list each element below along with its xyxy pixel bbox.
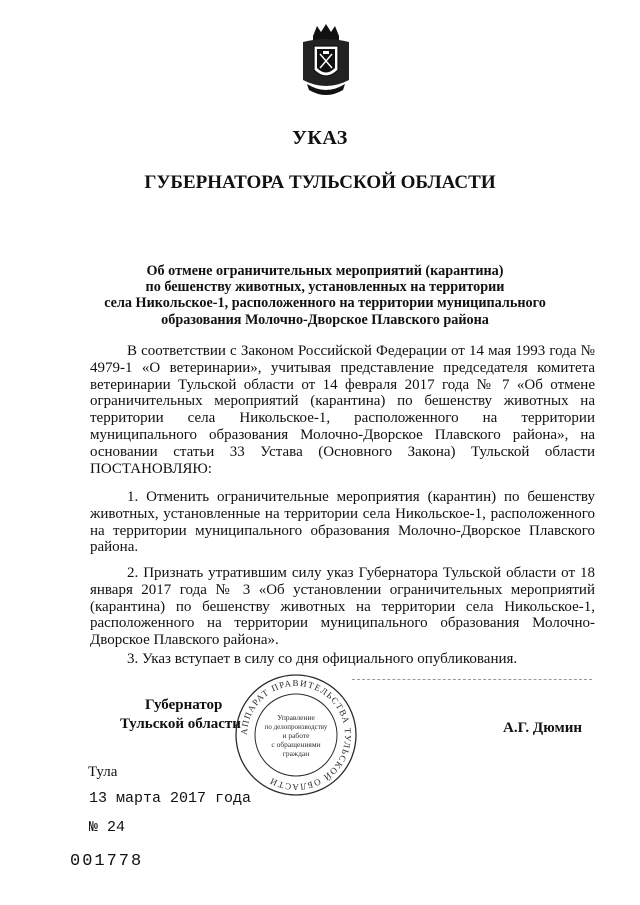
- issue-date: 13 марта 2017 года: [89, 790, 252, 807]
- signatory-position: Губернатор: [145, 697, 223, 713]
- clause-3: [90, 651, 595, 668]
- clause-1-text: 1. Отменить ограничительные мероприятия (карантин) по бешенству животных, установленные на территории села Никольское-1, расположенного на территории муниципального образования Молочно-Дворское Плавского района.: [90, 489, 595, 556]
- stamp-text-line: Управление: [277, 713, 315, 722]
- decree-number: № 24: [89, 819, 126, 836]
- stamp-text-line: и работе: [282, 731, 310, 740]
- separator-line: [352, 679, 592, 680]
- stamp-text-line: граждан: [282, 749, 310, 758]
- stamp-ring-text: АППАРАТ ПРАВИТЕЛЬСТВА ТУЛЬСКОЙ ОБЛАСТИ: [238, 677, 354, 793]
- subject-line: Об отмене ограничительных мероприятий (карантина): [146, 263, 504, 279]
- subject-line: образования Молочно-Дворское Плавского района: [161, 311, 489, 328]
- clause-2-text: 2. Признать утратившим силу указ Губернатора Тульской области от 18 января 2017 года № 3 «Об установлении ограничительных мероприятий (карантина) по бешенству животных на территории села Никольское-1, расположенного на территории муниципального образования Молочно-Дворское Плавского района».: [90, 565, 595, 649]
- registration-number: 001778: [70, 852, 144, 871]
- subject-line: села Никольское-1, расположенного на территории муниципального: [104, 295, 546, 312]
- official-stamp: [233, 672, 359, 798]
- signatory-name: А.Г. Дюмин: [503, 720, 583, 736]
- preamble-text: В соответствии с Законом Российской Федерации от 14 мая 1993 года № 4979-1 «О ветеринарии», учитывая представление председателя комитета ветеринарии Тульской области от 14 февраля 2017 года № 7 «Об отмене ограничительных мероприятий (карантина) по бешенству животных на территории села Никольское-1, расположенного на территории муниципального образования Молочно-Дворское Плавского района», на основании статьи 33 Устава (Основного Закона) Тульской области ПОСТАНОВЛЯЮ:: [90, 343, 595, 477]
- coat-of-arms-emblem: [299, 22, 353, 98]
- stamp-text-line: по делопроизводству: [264, 723, 328, 731]
- clause-1: [90, 489, 595, 556]
- document-title: УКАЗ: [292, 127, 348, 149]
- stamp-text-line: с обращениями: [271, 740, 321, 749]
- document-issuer: ГУБЕРНАТОРА ТУЛЬСКОЙ ОБЛАСТИ: [144, 172, 496, 193]
- issue-city: Тула: [88, 764, 118, 780]
- subject-line: по бешенству животных, установленных на территории: [145, 279, 505, 296]
- signatory-region: Тульской области: [120, 716, 241, 732]
- clause-2: [90, 565, 595, 649]
- document-subject: [90, 263, 560, 328]
- preamble-paragraph: [90, 343, 595, 477]
- clause-3-text: 3. Указ вступает в силу со дня официального опубликования.: [127, 651, 518, 667]
